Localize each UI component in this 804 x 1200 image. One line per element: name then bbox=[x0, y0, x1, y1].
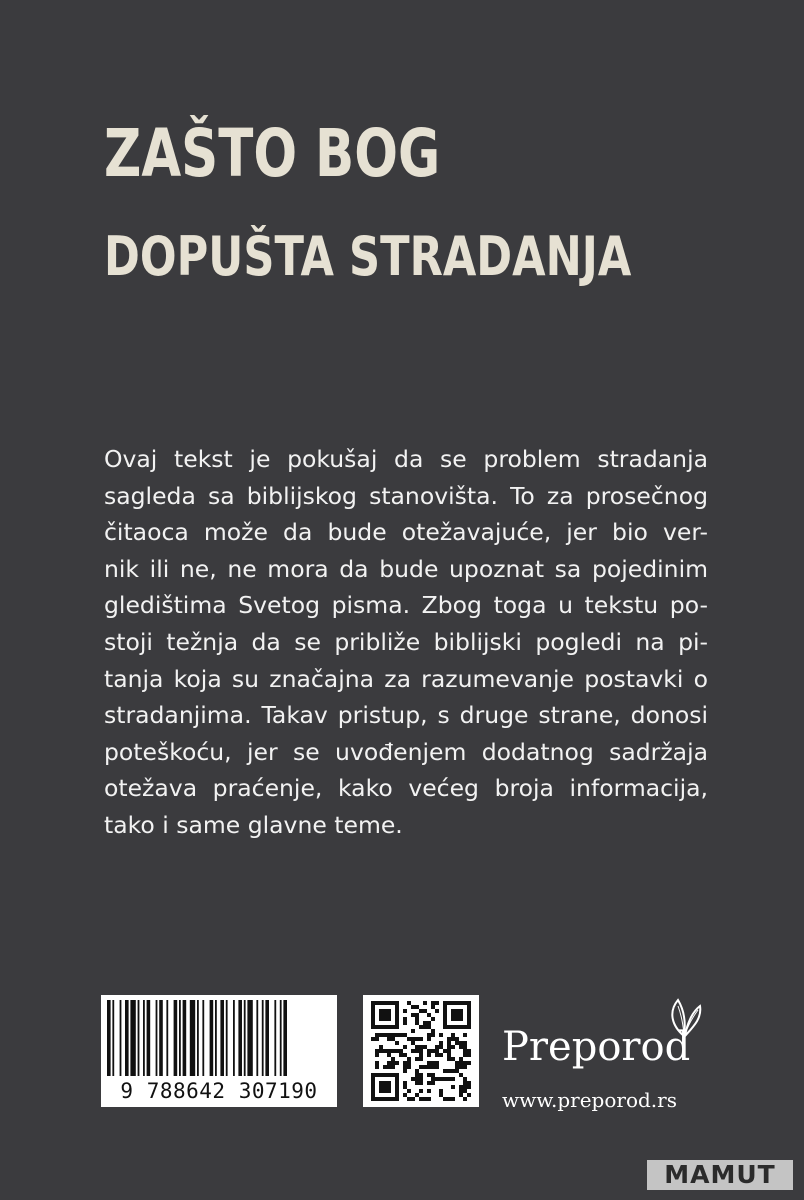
title-line-2: DOPUŠTA STRADANJA bbox=[104, 225, 632, 288]
blurb-line: tako i same glavne teme. bbox=[104, 810, 403, 839]
isbn-number: 9 788642 307190 bbox=[120, 1079, 318, 1103]
title-line-1: ZAŠTO BOG bbox=[104, 115, 441, 192]
qr-code-icon bbox=[363, 995, 479, 1107]
blurb-text bbox=[104, 441, 708, 844]
qr-code bbox=[363, 995, 479, 1107]
blurb-line: nik ili ne, ne mora da bude upoznat sa pojedinim bbox=[104, 554, 708, 583]
blurb-line: Ovaj tekst je pokušaj da se problem stradanja bbox=[104, 445, 708, 473]
publisher-url: www.preporod.rs bbox=[502, 1088, 677, 1112]
blurb-line: otežava praćenje, kako većeg broja informacija, bbox=[104, 774, 708, 803]
publisher-logo: Preporod bbox=[502, 1024, 691, 1070]
barcode bbox=[101, 995, 337, 1107]
blurb-line: tanja koja su značajna za razumevanje postavki o bbox=[104, 664, 708, 693]
watermark-text: MAMUT bbox=[664, 1160, 776, 1189]
blurb-line: sagleda sa biblijskog stanovišta. To za prosečnog bbox=[104, 481, 708, 510]
blurb-line: stradanjima. Takav pristup, s druge strane, donosi bbox=[104, 701, 708, 730]
blurb-line: stoji težnja da se približe biblijski pogledi na pi- bbox=[104, 627, 708, 656]
watermark-badge bbox=[647, 1160, 793, 1190]
blurb-line: čitaoca može da bude otežavajuće, jer bio ver- bbox=[104, 518, 708, 547]
barcode-bars-icon bbox=[105, 998, 333, 1078]
blurb-line: gledištima Svetog pisma. Zbog toga u tekstu po- bbox=[104, 591, 708, 620]
blurb-line: poteškoću, jer se uvođenjem dodatnog sadržaja bbox=[104, 737, 708, 766]
